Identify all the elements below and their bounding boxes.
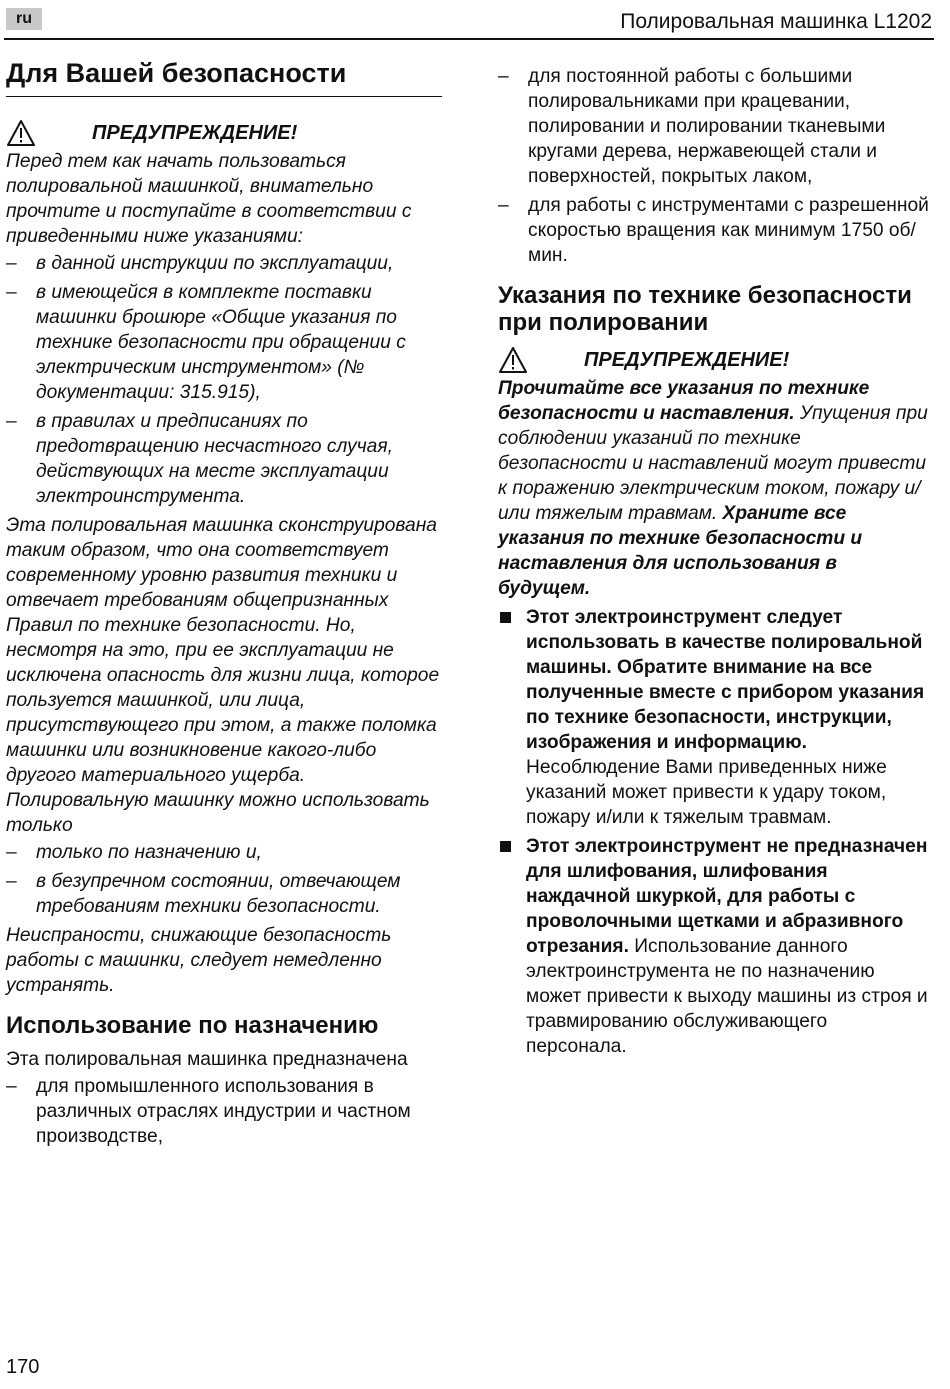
left-column — [6, 56, 442, 1153]
section-heading-intended-use: Использование по назначению — [6, 1012, 379, 1039]
intro-list — [6, 251, 442, 509]
intended-use-intro: Эта полировальная машинка предназначена — [6, 1049, 408, 1070]
intro-text: Перед тем как начать пользоваться полировальной машинкой, внимательно прочтите и поступайте в соответствии с приведенными ниже указаниями: — [6, 151, 412, 247]
warning-triangle-icon — [498, 346, 528, 374]
square-bullet-icon — [500, 841, 511, 852]
conditions-list — [6, 840, 442, 919]
warning-body: Упущения при соблюдении указаний по технике безопасности и наставлений могут привести к поражению электрическим током, пожару и/или тяжелым травмам. — [498, 403, 928, 524]
warning-label: ПРЕДУПРЕЖДЕНИЕ! — [92, 121, 298, 144]
list-item: Этот электроинструмент следует использовать в качестве полировальной машины. Обратите внимание на все полученные вместе с прибором указания по технике безопасности, инструкции, изображения и информацию. Несоблюдение Вами приведенных ниже указаний может привести к удару током, пожару и/или к тяжелым травмам. — [498, 605, 930, 830]
right-column — [498, 56, 930, 1063]
list-item: – в имеющейся в комплекте поставки машинки брошюре «Общие указания по технике безопасности при обращении с электрическим инструментом» (№ документации: 315.915), — [6, 282, 406, 403]
square-bullet-icon — [500, 612, 511, 623]
list-item: – в данной инструкции по эксплуатации, — [6, 253, 394, 274]
warning-bold-2: Храните все указания по технике безопасности и наставления для использования в будущем. — [498, 503, 863, 599]
warning-label: ПРЕДУПРЕЖДЕНИЕ! — [584, 348, 790, 371]
intended-use-list — [6, 1074, 442, 1149]
list-item: – для промышленного использования в различных отраслях индустрии и частном производстве, — [6, 1076, 411, 1147]
list-item: – только по назначению и, — [6, 842, 262, 863]
list-item: – для работы с инструментами с разрешенной скоростью вращения как минимум 1750 об/мин. — [498, 195, 929, 266]
page-number: 170 — [6, 1356, 40, 1378]
warning-bold-1: Прочитайте все указания по технике безопасности и наставления. — [498, 378, 870, 424]
language-tag: ru — [6, 8, 42, 30]
safety-paragraph: Эта полировальная машинка сконструирована таким образом, что она соответствует современному уровню развития техники и отвечает требованиям общепризнанных Правил по технике безопасности. Но, несмотря на это, при ее эксплуатации не исключена опасность для жизни лица, которое пользуется машинкой, или лица, присутствующего при этом, а также поломка машинки или возникновение какого-либо другого материального ущерба. Полировальную машинку можно использовать только — [6, 515, 440, 836]
warning-block — [498, 346, 930, 374]
warning-triangle-icon — [6, 119, 36, 147]
document-title: Полировальная машинка L1202 — [620, 10, 932, 33]
section-heading-safety: Для Вашей безопасности — [6, 56, 442, 97]
warning-block — [6, 119, 442, 147]
section-heading-polishing-safety: Указания по технике безопасности при полировании — [498, 282, 912, 336]
list-item: – для постоянной работы с большими полировальниками при крацевании, полировании и полировании тканевыми кругами дерева, нержавеющей стали и поверхностей, покрытых лаком, — [498, 66, 886, 187]
safety-bullets — [498, 605, 930, 1059]
intended-use-list-continued — [498, 64, 930, 268]
header-rule — [4, 38, 934, 40]
faults-paragraph: Неиспраности, снижающие безопасность работы с машинки, следует немедленно устранять. — [6, 925, 392, 996]
warning-text — [498, 376, 930, 601]
list-item: – в правилах и предписаниях по предотвращению несчастного случая, действующих на месте эксплуатации электроинструмента. — [6, 411, 393, 507]
list-item: – в безупречном состоянии, отвечающем требованиям техники безопасности. — [6, 871, 401, 917]
list-item: Этот электроинструмент не предназначен для шлифования, шлифования наждачной шкуркой, для работы с проволочными щетками и абразивного отрезания. Использование данного электроинструмента не по назначению может привести к выходу машины из строя и травмированию обслуживающего персонала. — [498, 834, 930, 1059]
